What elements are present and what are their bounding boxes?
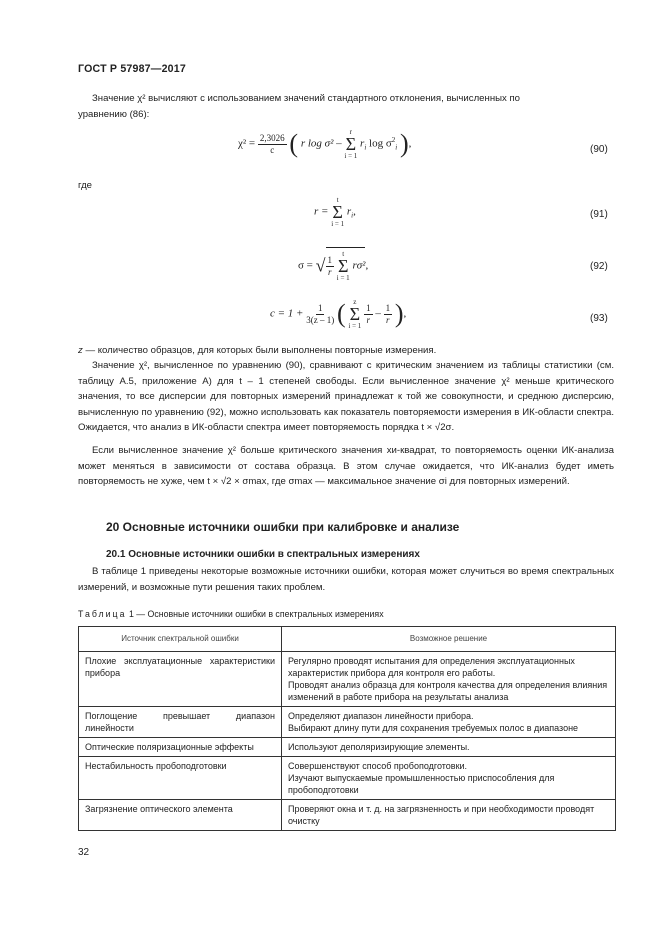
table-caption-rest: 1 — Основные источники ошибки в спектральных измерениях [126,609,384,619]
eq93-fraction [306,303,334,326]
table-caption [78,607,384,623]
eq93-sum: z Σ i = 1 [348,298,362,330]
eq90-fraction [258,133,287,156]
intro-line-1: Значение χ² вычисляют с использованием значений стандартного отклонения, вычисленных по [92,93,521,104]
section-title: 20 Основные источники ошибки при калибровке и анализе [106,520,460,534]
table-cell-source: Плохие эксплуатационные характеристики прибора [79,652,282,707]
where-label: где [78,180,93,191]
table-header-solution: Возможное решение [282,627,616,652]
para-z-var: z [78,345,83,356]
eq90-body-b: r [360,137,365,150]
subsection-title: 20.1 Основные источники ошибки в спектральных измерениях [106,549,420,560]
eq93-f2-den: r [386,314,390,325]
table-header-row [79,627,616,652]
eq90-body-c: log σ [369,137,392,150]
table-cell-source: Поглощение превышает диапазон линейности [79,707,282,738]
eq92-number: (92) [590,261,608,272]
intro-paragraph [78,91,614,122]
page-number: 32 [78,847,90,858]
eq91-sum-top: t [336,196,339,204]
equation-93: c = 1 + $\frac{1}{3(z - 1)}$ ( z Σ i = 1 $\frac{1}{r}$ – $\frac{1}{r}$ ), [270,298,407,330]
eq91-sum: t Σ i = 1 [331,196,345,228]
eq90-number: (90) [590,144,608,155]
eq92-sum-bot: i = 1 [336,274,350,282]
para-critical-comparison: Значение χ², вычисленное по уравнению (90), сравнивают с критическим значением из таблицы статистики (см. таблицу А.5, приложение А) для t – 1 степеней свободы. Если вычисленное значение χ² меньше критического значения, то все дисперсии для повторных измерений принадлежат к той же совокупности, и среднюю дисперсию, вычисленную по уравнению (92), можно использовать как показатель повторяемости измерения в ИК-области спектра. Ожидается, что анализ в ИК-области спектра имеет повторяемость порядка t × √2σ. [78,360,614,433]
eq92-den: r [328,266,332,277]
eq92-fraction [326,255,335,278]
table-cell-solution: Используют деполяризирующие элементы. [282,738,616,757]
table-caption-label: Таблица [78,609,127,619]
eq92-sum-top: t [342,250,345,258]
table-cell-solution: Совершенствуют способ пробоподготовки. Изучают выпускаемые промышленностью приспособления для пробоподготовки [282,757,616,800]
equation-92: σ = √ $\frac{1}{r}$ t Σ i = 1 rσ², [298,247,368,282]
eq90-lhs: χ² = [238,137,256,150]
table-header-source: Источник спектральной ошибки [79,627,282,652]
eq90-sum: r Σ i = 1 [344,128,358,160]
eq93-f1-num: 1 [366,302,371,313]
intro-line-2: уравнению (86): [78,108,150,120]
eq90-body-a: r log σ² – [300,137,342,150]
eq93-sum-top: z [353,298,357,306]
eq90-den: c [270,144,275,155]
eq92-sum: t Σ i = 1 [336,250,350,282]
table-cell-source: Нестабильность пробоподготовки [79,757,282,800]
table-cell-solution: Проверяют окна и т. д. на загрязненность и при необходимости проводят очистку [282,800,616,831]
table-row [79,652,616,707]
eq91-body: r [346,205,352,218]
equation-90: χ² = $\frac{2,3026}{c}$ ( r log σ² – r Σ i = 1 $r_i$ $\log \sigma^2_i$ ), [238,128,412,160]
eq91-lhs: r = [314,205,329,218]
eq92-lhs: σ = [298,259,313,272]
eq93-f2-num: 1 [385,302,391,313]
eq90-sum-bot: i = 1 [344,152,358,160]
error-sources-table [78,626,616,831]
table-cell-source: Загрязнение оптического элемента [79,800,282,831]
eq93-den: 3(z – 1) [306,314,335,325]
document-header: ГОСТ Р 57987—2017 [78,63,186,75]
eq93-minus: – [375,307,381,320]
table-row [79,757,616,800]
para-z [78,343,614,359]
eq90-sum-top: r [349,128,352,136]
eq93-f1-den: r [366,314,371,325]
table-row [79,800,616,831]
eq93-lhs: c = 1 + [270,307,304,320]
eq93-sum-bot: i = 1 [348,322,362,330]
eq92-num: 1 [327,254,333,265]
table-cell-solution: Регулярно проводят испытания для определения эксплуатационных характеристик прибора для контроля его работы. Проводят анализ образца для контроля качества для определения влияния изменений в работе прибора на результаты анализа [282,652,616,707]
eq91-sum-bot: i = 1 [331,220,345,228]
eq91-number: (91) [590,209,608,220]
para-greater-critical: Если вычисленное значение χ² больше критического значения хи-квадрат, то повторяемость оценки ИК-анализа может меняться в зависимости от состава образца. В этом случае ожидается, что ИК-анализ будет иметь повторяемость не хуже, чем t × √2 × σmax, где σmax — максимальное значение σi для повторных измерений. [78,445,614,487]
eq93-num: 1 [317,302,323,313]
table-cell-solution: Определяют диапазон линейности прибора. Выбирают длину пути для сохранения требуемых полос в диапазоне [282,707,616,738]
table-cell-source: Оптические поляризационные эффекты [79,738,282,757]
eq93-f1 [364,303,373,326]
para-z-text: — количество образцов, для которых были выполнены повторные измерения. [85,345,437,356]
table-row [79,738,616,757]
table-row [79,707,616,738]
eq92-body: rσ² [352,259,366,272]
para-table-intro: В таблице 1 приведены некоторые возможные источники ошибки, которая может случиться во время спектральных измерений, и возможные пути решения таких проблем. [78,566,614,593]
eq93-f2 [384,303,393,326]
equation-91: r = t Σ i = 1 $r_i$, [314,196,356,228]
eq93-number: (93) [590,313,608,324]
eq90-num: 2,3026 [259,132,285,143]
